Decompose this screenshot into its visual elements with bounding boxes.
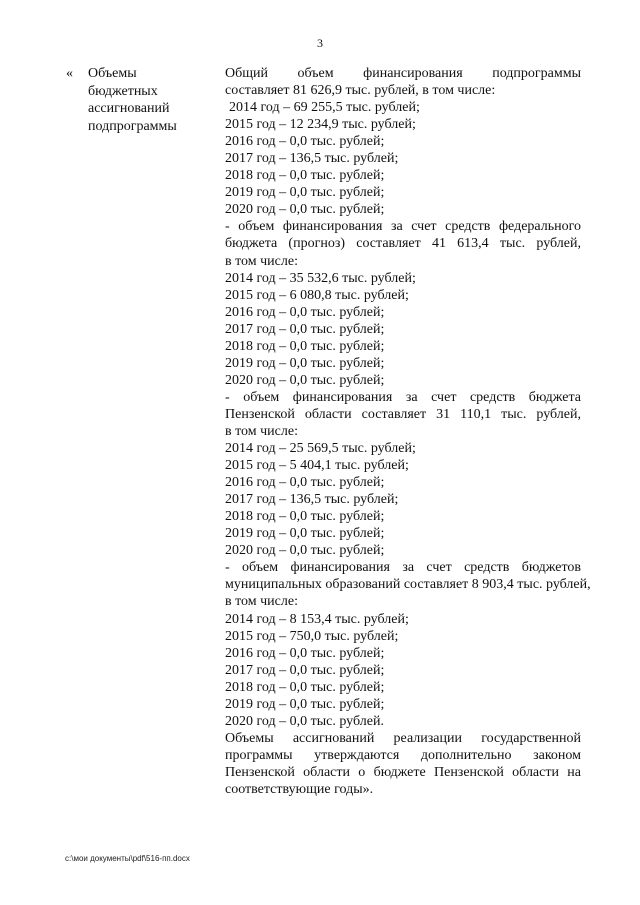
content-line: - объем финансирования за счет средств бюджетов: [225, 560, 581, 576]
content-line: 2019 год – 0,0 тыс. рублей;: [225, 526, 385, 542]
content-line: 2018 год – 0,0 тыс. рублей;: [225, 338, 385, 354]
content-line: 2016 год – 0,0 тыс. рублей;: [225, 645, 385, 661]
content-line: Пензенской области составляет 31 110,1 тыс. рублей,: [225, 406, 581, 422]
content-line: 2020 год – 0,0 тыс. рублей;: [225, 202, 385, 218]
content-line: в том числе:: [225, 253, 298, 269]
content-line: 2020 год – 0,0 тыс. рублей;: [225, 543, 385, 559]
content-line: 2019 год – 0,0 тыс. рублей;: [225, 355, 385, 371]
content-line: Общий объем финансирования подпрограммы: [225, 66, 581, 81]
content-line: - объем финансирования за счет средств бюджета: [225, 389, 581, 405]
content-line: 2016 год – 0,0 тыс. рублей;: [225, 475, 385, 491]
content-line: 2016 год – 0,0 тыс. рублей;: [225, 134, 385, 150]
content-line: 2019 год – 0,0 тыс. рублей;: [225, 185, 385, 201]
content-line: Пензенской области о бюджете Пензенской области на: [225, 764, 581, 780]
content-line: в том числе:: [225, 423, 298, 439]
label-line: бюджетных: [88, 83, 158, 99]
file-path-footer: c:\мои документы\pdf\516-пп.docx: [65, 854, 190, 863]
content-line: 2014 год – 25 569,5 тыс. рублей;: [225, 441, 416, 457]
content-line: 2020 год – 0,0 тыс. рублей;: [225, 372, 385, 388]
content-line: муниципальных образований составляет 8 903,4 тыс. рублей,: [225, 577, 591, 593]
content-line: бюджета (прогноз) составляет 41 613,4 тыс. рублей,: [225, 236, 581, 252]
content-line: 2019 год – 0,0 тыс. рублей;: [225, 696, 385, 712]
content-line: - объем финансирования за счет средств федерального: [225, 219, 581, 235]
content-line: 2017 год – 0,0 тыс. рублей;: [225, 321, 385, 337]
content-line: 2018 год – 0,0 тыс. рублей;: [225, 679, 385, 695]
content-line: Объемы ассигнований реализации государственной: [225, 730, 581, 746]
content-line: 2017 год – 0,0 тыс. рублей;: [225, 662, 385, 678]
content-line: 2014 год – 8 153,4 тыс. рублей;: [225, 611, 409, 627]
content-line: 2014 год – 69 255,5 тыс. рублей;: [229, 100, 420, 116]
row-label: [88, 65, 206, 135]
label-line: Объемы: [88, 66, 137, 81]
content-line: в том числе:: [225, 594, 298, 610]
content-line: 2016 год – 0,0 тыс. рублей;: [225, 304, 385, 320]
content-line: 2015 год – 5 404,1 тыс. рублей;: [225, 458, 409, 474]
content-line: 2015 год – 750,0 тыс. рублей;: [225, 628, 399, 644]
opening-quote: «: [66, 66, 73, 81]
content-line: 2018 год – 0,0 тыс. рублей;: [225, 168, 385, 184]
content-line: 2017 год – 136,5 тыс. рублей;: [225, 492, 399, 508]
label-line: ассигнований: [88, 101, 170, 116]
content-line: программы утверждаются дополнительно законом: [225, 747, 581, 763]
page-number: 3: [317, 36, 323, 50]
content-line: составляет 81 626,9 тыс. рублей, в том числе:: [225, 83, 496, 99]
funding-text: [225, 65, 591, 798]
content-line: соответствующие годы».: [225, 781, 374, 797]
content-line: 2018 год – 0,0 тыс. рублей;: [225, 509, 385, 525]
content-line: 2014 год – 35 532,6 тыс. рублей;: [225, 270, 416, 286]
label-line: подпрограммы: [88, 118, 177, 134]
content-line: 2017 год – 136,5 тыс. рублей;: [225, 151, 399, 167]
content-line: 2020 год – 0,0 тыс. рублей.: [225, 713, 384, 729]
content-line: 2015 год – 12 234,9 тыс. рублей;: [225, 117, 416, 133]
content-line: 2015 год – 6 080,8 тыс. рублей;: [225, 287, 409, 303]
